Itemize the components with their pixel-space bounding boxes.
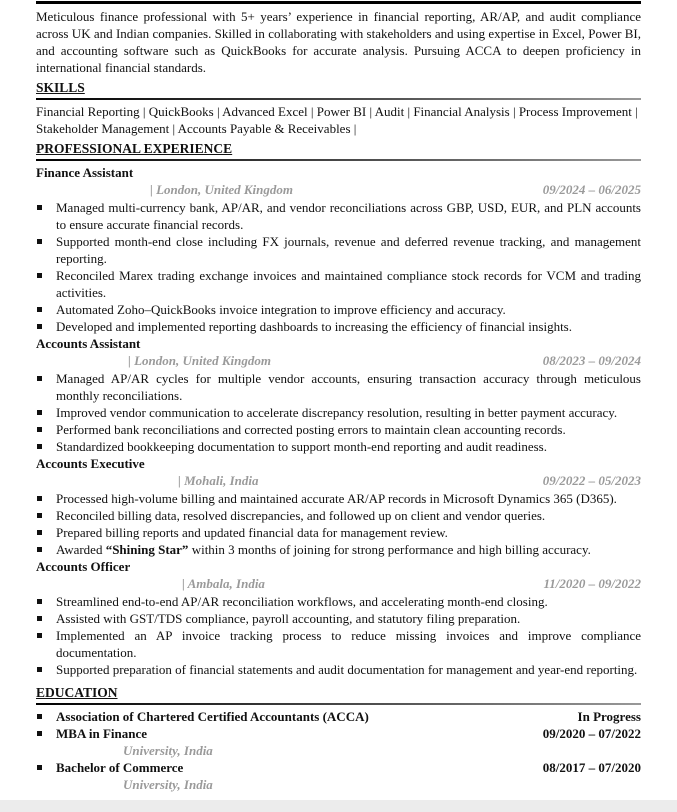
education-item xyxy=(36,725,641,742)
summary: Meticulous finance professional with 5+ years’ experience in financial reporting, AR/AP, and audit compliance across UK and Indian companies. Skilled in collaborating with stakeholders and using expertise in Excel, Power BI, and accounting software such as QuickBooks for accurate analysis. Pursuing ACCA to deepen proficiency in international financial standards. xyxy=(36,9,641,75)
viewer-bottom-bar xyxy=(0,800,677,812)
education-dates: 08/2017 – 07/2020 xyxy=(542,760,641,775)
bullet-item: Assisted with GST/TDS compliance, payroll accounting, and statutory filing preparation. xyxy=(36,610,641,627)
bullet-item: Supported preparation of financial statements and audit documentation for management and year-end reporting. xyxy=(36,661,641,678)
award-post: within 3 months of joining for strong performance and high billing accuracy. xyxy=(188,542,591,557)
role-location: | London, United Kingdom xyxy=(128,353,271,368)
role-dates: 11/2020 – 09/2022 xyxy=(543,576,641,591)
bullet-item: Processed high-volume billing and maintained accurate AR/AP records in Microsoft Dynamics 365 (D365). xyxy=(36,490,641,507)
bullet-item: Supported month-end close including FX journals, revenue and deferred revenue tracking, and management reporting. xyxy=(36,233,641,267)
role-location: | London, United Kingdom xyxy=(150,182,293,197)
education-dates: 09/2020 – 07/2022 xyxy=(542,726,641,741)
role-location: | Mohali, India xyxy=(178,473,259,488)
role-location: | Ambala, India xyxy=(182,576,265,591)
role-entry xyxy=(36,164,641,335)
resume-page xyxy=(36,0,641,793)
divider xyxy=(36,703,641,705)
bullet-item: Performed bank reconciliations and corrected posting errors to maintain clean accounting records. xyxy=(36,421,641,438)
role-entry xyxy=(36,558,641,678)
role-dates: 09/2024 – 06/2025 xyxy=(542,182,641,197)
role-dates: 09/2022 – 05/2023 xyxy=(542,473,641,488)
role-bullets xyxy=(36,370,641,455)
role-bullets xyxy=(36,490,641,558)
bullet-item: Managed multi-currency bank, AP/AR, and vendor reconciliations across GBP, USD, EUR, and PLN accounts to ensure accurate financial records. xyxy=(36,199,641,233)
bullet-item: Implemented an AP invoice tracking process to reduce missing invoices and improve compliance documentation. xyxy=(36,627,641,661)
bullet-item-award xyxy=(36,541,641,558)
role-title: Finance Assistant xyxy=(36,165,134,180)
bullet-item: Standardized bookkeeping documentation to support month-end reporting and audit readiness. xyxy=(36,438,641,455)
role-title: Accounts Assistant xyxy=(36,336,141,351)
role-entry xyxy=(36,455,641,558)
role-title: Accounts Officer xyxy=(36,559,131,574)
role-bullets xyxy=(36,199,641,335)
school: University, India xyxy=(123,743,213,758)
divider xyxy=(36,98,641,100)
school: University, India xyxy=(123,777,213,792)
bullet-item: Managed AP/AR cycles for multiple vendor accounts, ensuring transaction accuracy through meticulous monthly reconciliations. xyxy=(36,370,641,404)
role-dates: 08/2023 – 09/2024 xyxy=(542,353,641,368)
role-entry xyxy=(36,335,641,455)
role-meta xyxy=(36,472,641,489)
skills-list: Financial Reporting | QuickBooks | Advanced Excel | Power BI | Audit | Financial Analysis | Process Improvement | Stakeholder Management | Accounts Payable & Receivables | xyxy=(36,104,638,136)
award-name: “Shining Star” xyxy=(105,542,189,557)
degree: Bachelor of Commerce xyxy=(56,760,184,775)
skills-heading: SKILLS xyxy=(36,80,85,95)
experience-list xyxy=(36,164,641,678)
education-item xyxy=(36,708,641,725)
bullet-item: Reconciled Marex trading exchange invoices and maintained compliance stock records for VCM and trading activities. xyxy=(36,267,641,301)
bullet-item: Developed and implemented reporting dashboards to increasing the efficiency of financial insights. xyxy=(36,318,641,335)
bullet-item: Reconciled billing data, resolved discrepancies, and followed up on client and vendor queries. xyxy=(36,507,641,524)
top-divider xyxy=(36,1,641,4)
degree: MBA in Finance xyxy=(56,726,148,741)
bullet-item: Streamlined end-to-end AP/AR reconciliation workflows, and accelerating month-end closing. xyxy=(36,593,641,610)
divider xyxy=(36,159,641,161)
bullet-item: Automated Zoho–QuickBooks invoice integration to improve efficiency and accuracy. xyxy=(36,301,641,318)
role-meta xyxy=(36,352,641,369)
role-title: Accounts Executive xyxy=(36,456,145,471)
degree: Association of Chartered Certified Accountants (ACCA) xyxy=(56,709,369,724)
bullet-item: Prepared billing reports and updated financial data for management review. xyxy=(36,524,641,541)
experience-heading: PROFESSIONAL EXPERIENCE xyxy=(36,141,233,156)
education-dates: In Progress xyxy=(577,709,641,724)
education-heading: EDUCATION xyxy=(36,685,118,700)
role-bullets xyxy=(36,593,641,678)
role-meta xyxy=(36,181,641,198)
role-meta xyxy=(36,575,641,592)
education-list xyxy=(36,708,641,793)
education-item xyxy=(36,759,641,776)
bullet-item: Improved vendor communication to accelerate discrepancy resolution, resulting in better payment accuracy. xyxy=(36,404,641,421)
award-pre: Awarded xyxy=(56,542,106,557)
